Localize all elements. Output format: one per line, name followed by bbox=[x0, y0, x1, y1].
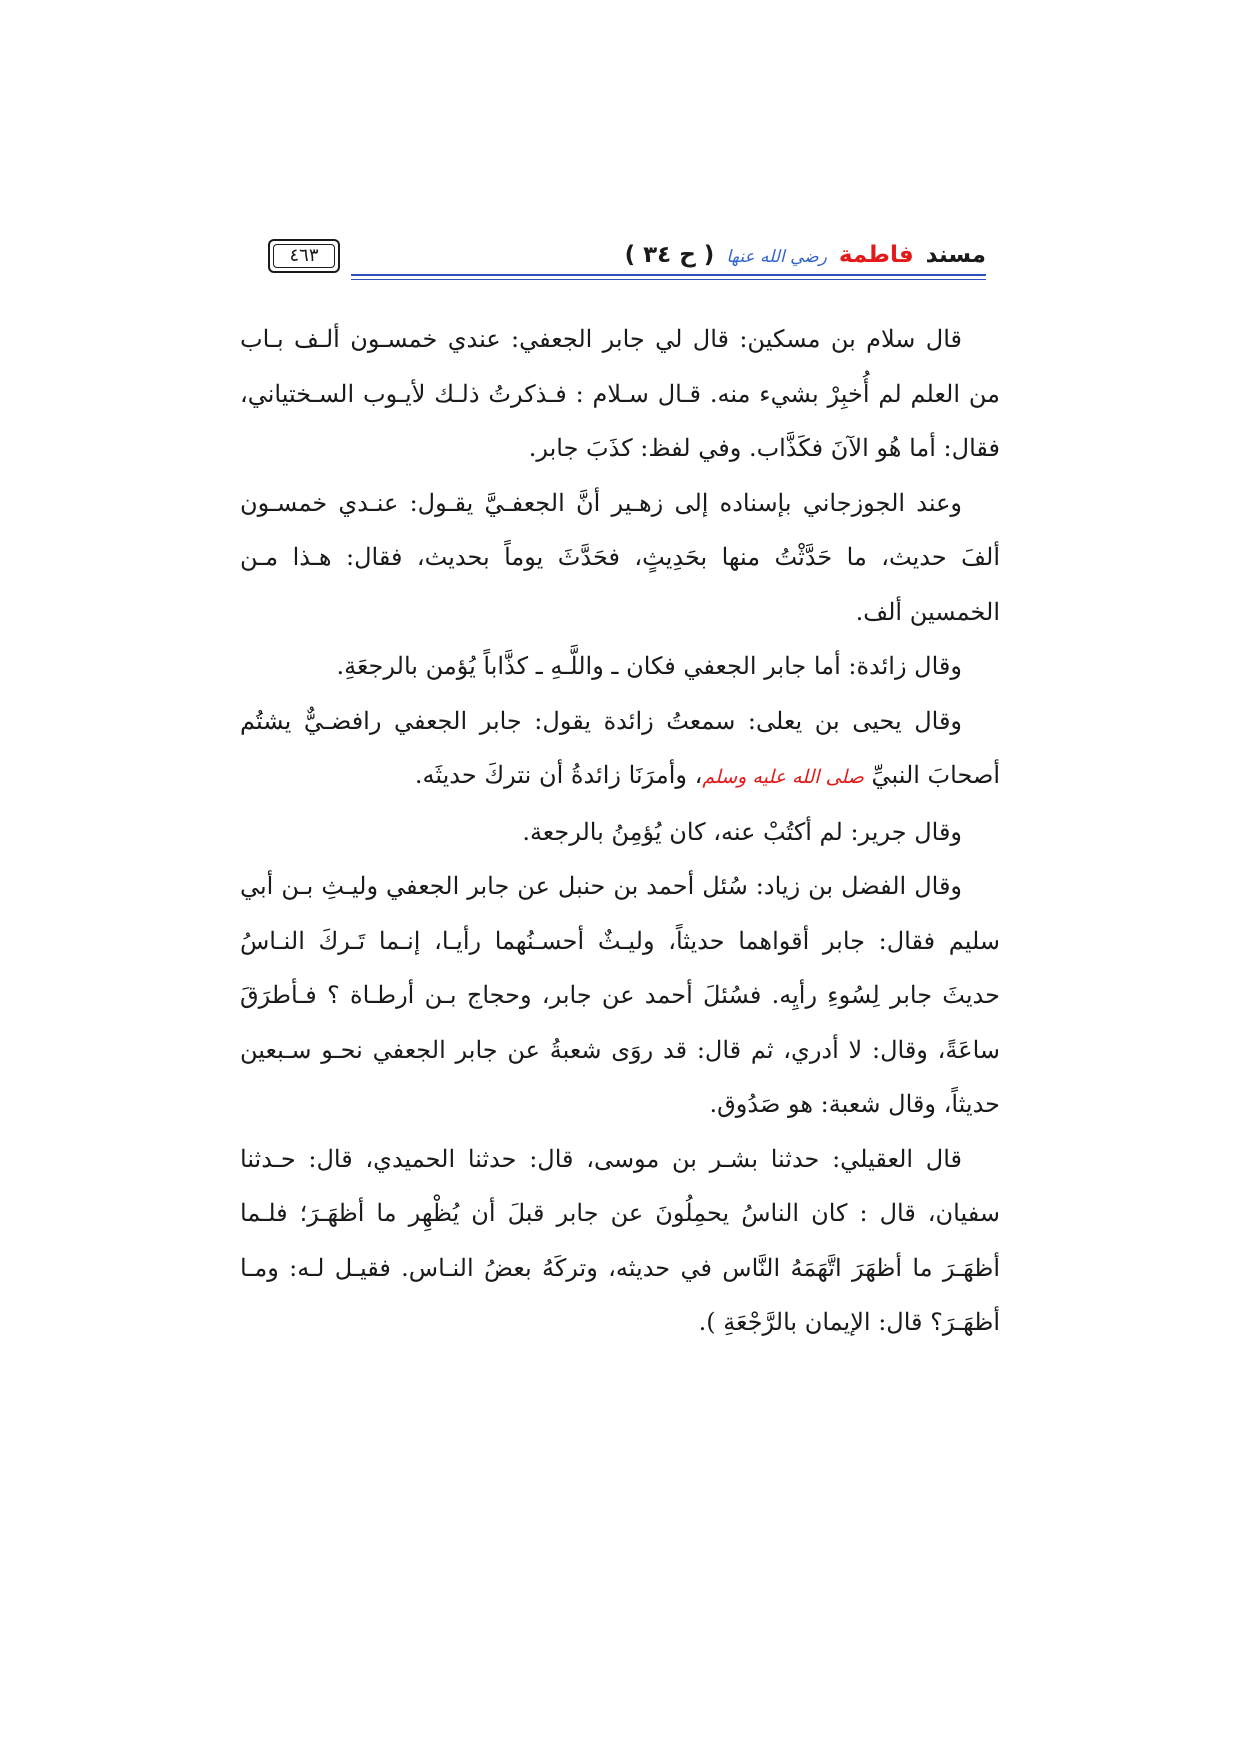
paragraph-1 bbox=[240, 312, 1000, 476]
page-number-box: ٤٦٣ bbox=[268, 239, 340, 273]
paragraph-text: قال العقيلي: حدثنا بشـر بن موسى، قال: حدثنا الحميدي، قال: حـدثنا سفيان، قال : كان الناسُ يحمِلُونَ عن جابر قبلَ أن يُظْهِر ما أظهَـرَ؛ فلـما أظهَـرَ ما أظهَرَ اتَّهَمَهُ النَّاس في حديثه، وتركَهُ بعضُ النـاس. فقيـل لـه: ومـا أظهَـرَ؟ قال: الإيمان بالرَّجْعَةِ ). bbox=[240, 1144, 1000, 1336]
paragraph-7 bbox=[240, 1132, 1000, 1350]
page-body bbox=[240, 312, 1000, 1350]
paragraph-text: وقال جرير: لم أكتُبْ عنه، كان يُؤمِنُ بالرجعة. bbox=[522, 817, 962, 846]
header-rule-top bbox=[351, 274, 986, 276]
paragraph-6 bbox=[240, 859, 1000, 1132]
paragraph-2 bbox=[240, 476, 1000, 640]
page-header bbox=[268, 238, 986, 284]
running-title bbox=[625, 242, 986, 268]
header-rule-bottom bbox=[351, 279, 986, 280]
paragraph-text: وقال زائدة: أما جابر الجعفي فكان ـ واللَّـهِ ـ كذَّاباً يُؤمن بالرجعَةِ. bbox=[336, 652, 962, 680]
honorific-glyph: رضي الله عنها bbox=[726, 247, 827, 267]
paragraph-text: وقال الفضل بن زياد: سُئل أحمد بن حنبل عن جابر الجعفي وليـثِ بـن أبي سليم فقال: جابر أقواهما حديثاً، وليـثٌ أحسـنُهما رأيـا، إنـما تَـركَ النـاسُ حديثَ جابر لِسُوءِ رأيِه. فسُئلَ أحمد عن جابر، وحجاج بـن أرطـاة ؟ فـأطرَقَ ساعَةً، وقال: لا أدري، ثم قال: قد روَى شعبةُ عن جابر الجعفي نحـو سـبعين حديثاً، وقال شعبة: هو صَدُوق. bbox=[240, 872, 1000, 1118]
paragraph-text: وعند الجوزجاني بإسناده إلى زهـير أنَّ الجعفـيَّ يقـول: عنـدي خمسـون ألفَ حديث، ما حَدَّثْتُ منها بحَدِيثٍ، فحَدَّثَ يوماً بحديث، فقال: هـذا مـن الخمسين ألف. bbox=[240, 488, 1000, 626]
paragraph-5 bbox=[240, 805, 1000, 860]
paragraph-text: قال سلام بن مسكين: قال لي جابر الجعفي: عندي خمسـون ألـف بـاب من العلم لم أُخبِرْ بشيء منه. قـال سـلام : فـذكرتُ ذلـك لأيـوب السـختياني، فقال: أما هُو الآنَ فكَذَّاب. وفي لفظ: كذَبَ جابر. bbox=[240, 325, 1000, 462]
paragraph-text: وقال يحيى بن يعلى: سمعتُ زائدة يقول: جابر الجعفي رافضـيٌّ يشتُم أصحابَ النبيِّ bbox=[240, 706, 1000, 789]
paragraph-3 bbox=[240, 639, 1000, 694]
paragraph-text: ، وأمرَنَا زائدةُ أن نتركَ حديثَه. bbox=[414, 761, 703, 789]
hadith-reference: ( ح ٣٤ ) bbox=[624, 242, 715, 268]
subject-name: فاطمة bbox=[838, 242, 914, 268]
paragraph-4 bbox=[240, 694, 1000, 805]
salawat-glyph: صلى الله عليه وسلم bbox=[702, 766, 864, 788]
book-title: مسند bbox=[925, 242, 986, 268]
